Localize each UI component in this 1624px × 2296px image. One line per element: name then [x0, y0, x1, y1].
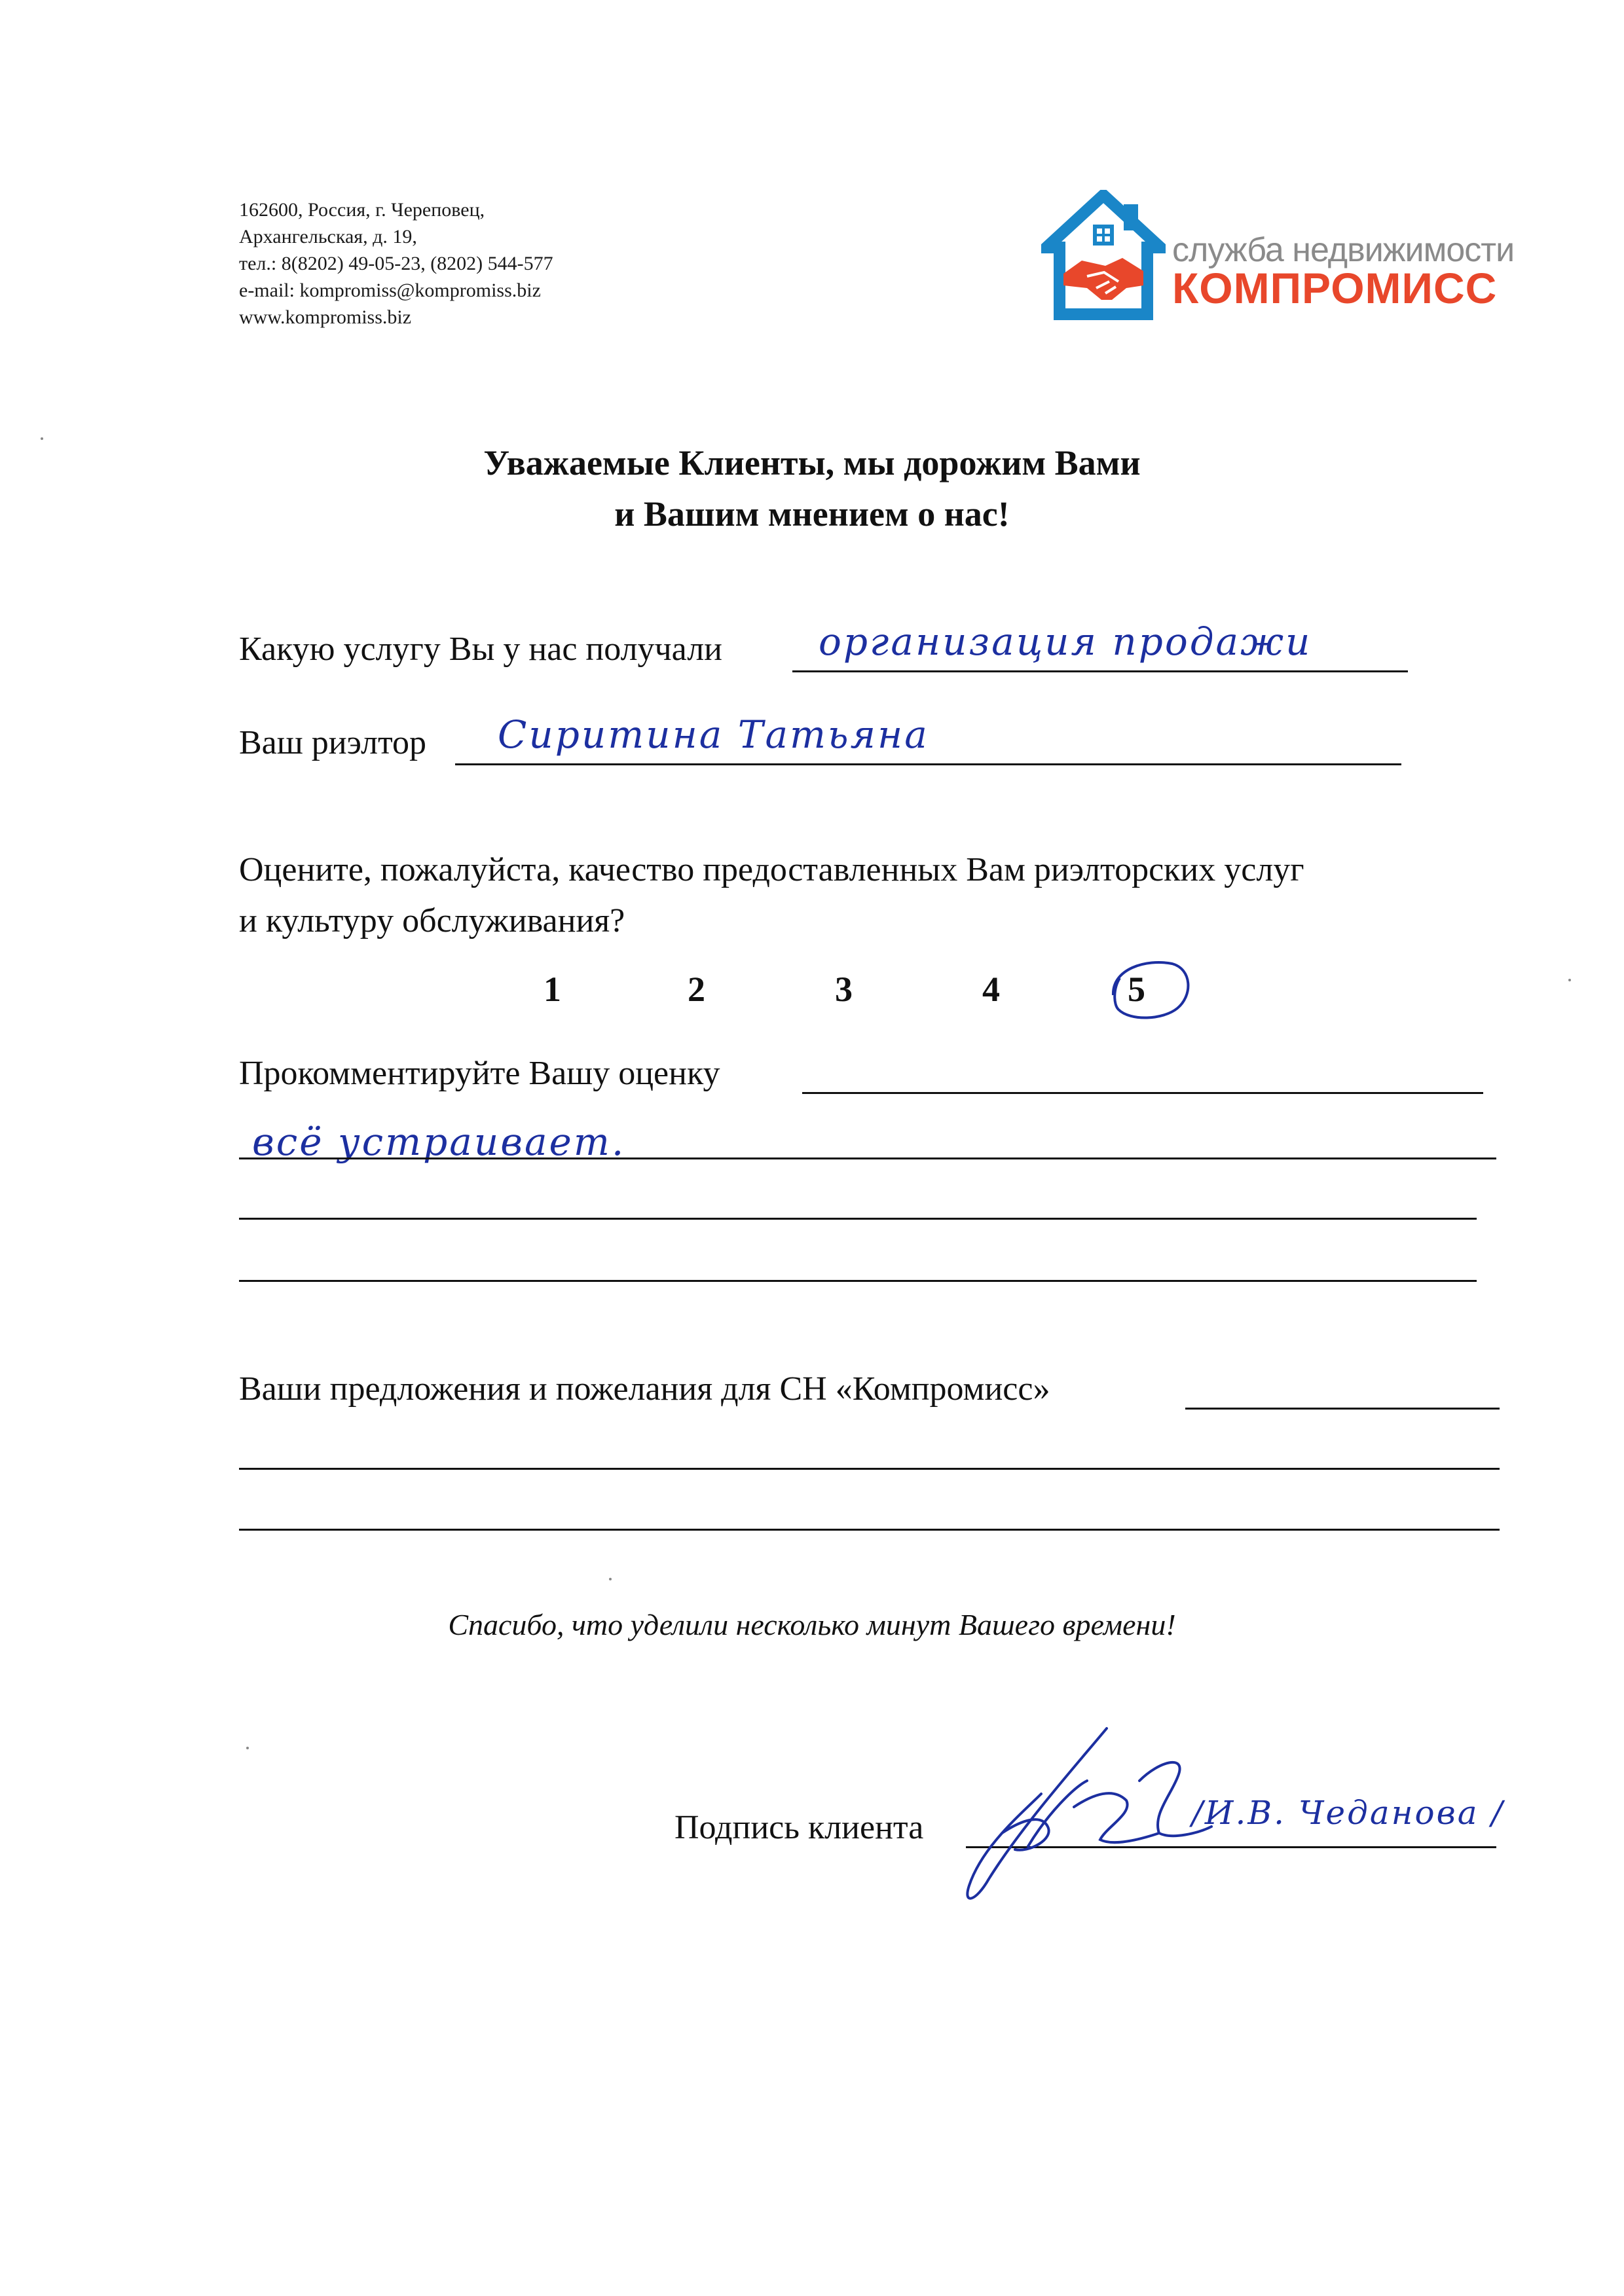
comment-field[interactable]: всё устраивает. — [252, 1120, 626, 1164]
rating-option-2[interactable]: 2 — [688, 970, 705, 1009]
page-title — [0, 437, 1624, 539]
company-address — [239, 196, 553, 331]
question-line-2: и культуру обслуживания? — [239, 902, 625, 939]
rating-question — [239, 845, 1503, 947]
service-line — [792, 670, 1408, 672]
signature-name: И.В. Чеданова — [1204, 1794, 1479, 1832]
comment-line-3 — [239, 1218, 1477, 1220]
address-line: Архангельская, д. 19, — [239, 226, 417, 247]
title-line-1: Уважаемые Клиенты, мы дорожим Вами — [483, 443, 1141, 483]
signature-mark[interactable] — [943, 1715, 1218, 1912]
service-label: Какую услугу Вы у нас получали — [239, 630, 722, 668]
suggestions-line-1 — [1185, 1408, 1500, 1410]
signature-label: Подпись клиента — [674, 1809, 924, 1846]
scan-speck — [1568, 979, 1571, 981]
realtor-label: Ваш риэлтор — [239, 724, 426, 761]
realtor-line — [455, 763, 1401, 765]
realtor-field[interactable]: Сиритина Татьяна — [498, 712, 929, 757]
slash-left: / — [1192, 1794, 1205, 1832]
rating-option-3[interactable]: 3 — [835, 970, 853, 1009]
website-line: www.kompromiss.biz — [239, 306, 412, 328]
logo-name: КОМПРОМИСС — [1172, 264, 1498, 312]
rating-option-4[interactable]: 4 — [982, 970, 1000, 1009]
rating-selected-circle — [1100, 949, 1198, 1028]
signature-name-field — [1192, 1794, 1504, 1832]
suggestions-label: Ваши предложения и пожелания для СН «Компромисс» — [239, 1370, 1050, 1408]
comment-line-1 — [802, 1092, 1483, 1094]
scan-speck — [41, 437, 43, 440]
scan-speck — [609, 1578, 612, 1580]
slash-right: / — [1479, 1794, 1505, 1832]
rating-option-5[interactable]: 5 — [1128, 970, 1145, 1009]
suggestions-line-2 — [239, 1468, 1500, 1470]
comment-line-2 — [239, 1157, 1496, 1159]
email-line: e-mail: kompromiss@kompromiss.biz — [239, 280, 541, 301]
logo-subtitle: служба недвижимости — [1172, 231, 1515, 269]
comment-line-4 — [239, 1280, 1477, 1282]
comment-label: Прокомментируйте Вашу оценку — [239, 1055, 720, 1092]
title-line-2: и Вашим мнением о нас! — [614, 494, 1010, 534]
house-handshake-icon — [1041, 190, 1166, 324]
question-line-1: Оцените, пожалуйста, качество предоставленных Вам риэлторских услуг — [239, 851, 1304, 888]
suggestions-line-3 — [239, 1529, 1500, 1531]
rating-option-1[interactable]: 1 — [544, 970, 561, 1009]
phone-line: тел.: 8(8202) 49-05-23, (8202) 544-577 — [239, 253, 553, 274]
thanks-message: Спасибо, что уделили несколько минут Вашего времени! — [448, 1608, 1176, 1641]
address-line: 162600, Россия, г. Череповец, — [239, 199, 485, 221]
scan-speck — [246, 1747, 249, 1749]
service-field[interactable]: организация продажи — [819, 619, 1312, 664]
